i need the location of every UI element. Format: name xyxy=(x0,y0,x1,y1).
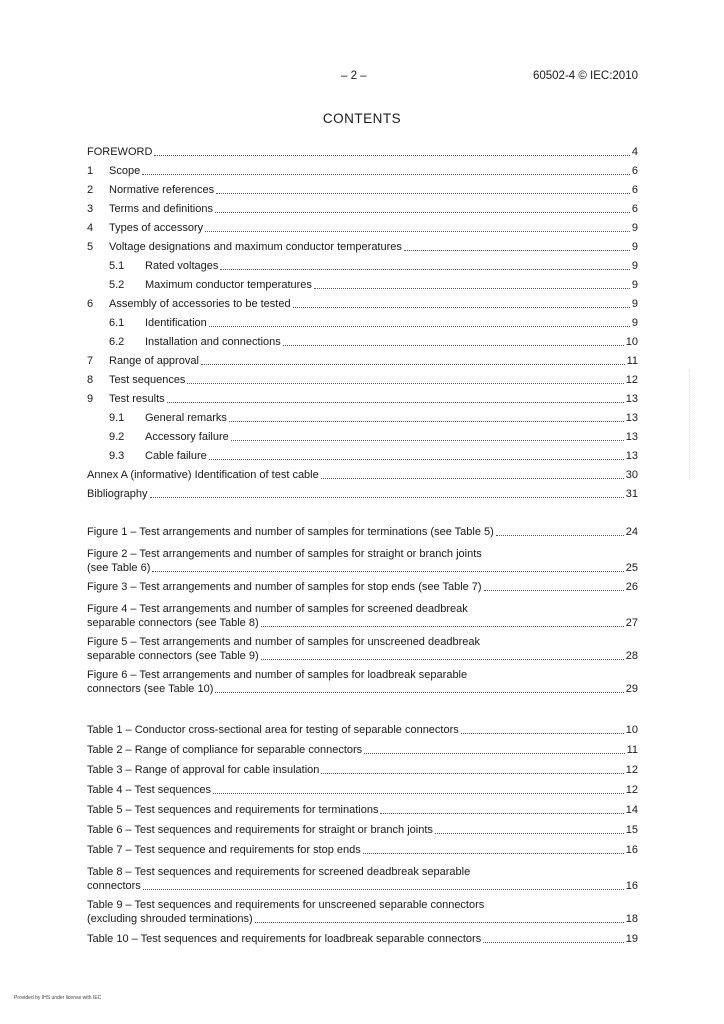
page-ref: 9 xyxy=(631,260,638,272)
section-number: 5.2 xyxy=(109,279,125,291)
page-ref: 6 xyxy=(631,184,638,196)
table-entry-title-cont: (excluding shrouded terminations) xyxy=(87,913,253,925)
dot-leader xyxy=(187,383,623,384)
table-entry[interactable] xyxy=(87,933,638,946)
toc-entry[interactable] xyxy=(87,260,638,273)
dot-leader xyxy=(143,889,624,890)
section-number: 1 xyxy=(87,165,94,177)
section-number: 9.1 xyxy=(109,412,125,424)
dot-leader xyxy=(261,626,624,627)
section-number: 5.1 xyxy=(109,260,125,272)
page-ref: 9 xyxy=(631,279,638,291)
page-ref: 27 xyxy=(625,617,638,629)
dot-leader xyxy=(142,174,630,175)
figure-entry-title: Figure 1 – Test arrangements and number of samples for terminations (see Table 5) xyxy=(87,526,494,538)
page-ref: 12 xyxy=(625,374,638,386)
section-title: Maximum conductor temperatures xyxy=(145,279,312,291)
toc-entry[interactable] xyxy=(87,184,638,197)
section-number: 2 xyxy=(87,184,94,196)
table-entry[interactable] xyxy=(87,824,638,837)
toc-entry[interactable] xyxy=(87,488,638,501)
table-entry-title: Table 6 – Test sequences and requirements for straight or branch joints xyxy=(87,824,433,836)
page-ref: 9 xyxy=(631,241,638,253)
figure-entry-title-cont: separable connectors (see Table 8) xyxy=(87,617,259,629)
section-title: Annex A (informative) Identification of test cable xyxy=(87,469,319,481)
page-ref: 9 xyxy=(631,317,638,329)
section-title: Identification xyxy=(145,317,207,329)
dot-leader xyxy=(216,193,630,194)
section-number: 7 xyxy=(87,355,94,367)
table-entry-title: Table 9 – Test sequences and requirements for unscreened separable connectors xyxy=(87,899,485,911)
section-title: General remarks xyxy=(145,412,227,424)
dot-leader xyxy=(321,478,624,479)
table-entry-title-cont: connectors xyxy=(87,880,141,892)
section-number: 9.2 xyxy=(109,431,125,443)
dot-leader xyxy=(496,535,624,536)
page-ref: 11 xyxy=(626,355,638,367)
table-entry-title: Table 2 – Range of compliance for separable connectors xyxy=(87,744,363,756)
dot-leader xyxy=(483,942,624,943)
section-title: Assembly of accessories to be tested xyxy=(109,298,291,310)
page-ref: 31 xyxy=(625,488,638,500)
section-title: Cable failure xyxy=(145,450,207,462)
section-number: 3 xyxy=(87,203,94,215)
page-ref: 18 xyxy=(625,913,638,925)
table-entry[interactable] xyxy=(87,844,638,857)
toc-entry[interactable] xyxy=(87,393,638,406)
page-ref: 9 xyxy=(631,222,638,234)
toc-entry[interactable] xyxy=(87,279,638,292)
table-entry[interactable] xyxy=(87,764,638,777)
table-entry-title: Table 8 – Test sequences and requirements for screened deadbreak separable xyxy=(87,866,471,878)
section-title: Voltage designations and maximum conductor temperatures xyxy=(109,241,402,253)
table-entry[interactable] xyxy=(87,744,638,757)
section-title: Test sequences xyxy=(109,374,186,386)
section-title: Scope xyxy=(109,165,141,177)
dot-leader xyxy=(201,364,625,365)
section-number: 6.2 xyxy=(109,336,125,348)
dot-leader xyxy=(364,753,624,754)
toc-entry[interactable] xyxy=(87,374,638,387)
dot-leader xyxy=(150,497,624,498)
dot-leader xyxy=(167,402,624,403)
table-entry-title: Table 1 – Conductor cross-sectional area for testing of separable connectors xyxy=(87,724,459,736)
dot-leader xyxy=(229,421,624,422)
section-title: Types of accessory xyxy=(109,222,204,234)
page-ref: 30 xyxy=(625,469,638,481)
page-ref: 16 xyxy=(625,880,638,892)
dot-leader xyxy=(154,155,629,156)
table-entry[interactable] xyxy=(87,898,638,926)
dot-leader xyxy=(293,307,630,308)
page-ref: 13 xyxy=(625,393,638,405)
dot-leader xyxy=(213,793,624,794)
toc-entry[interactable] xyxy=(87,336,638,349)
side-watermark xyxy=(689,370,691,480)
dot-leader xyxy=(255,922,624,923)
figure-entry[interactable] xyxy=(87,526,638,539)
figure-entry[interactable] xyxy=(87,602,638,630)
toc-entry[interactable] xyxy=(87,355,638,368)
dot-leader xyxy=(231,440,624,441)
section-title: Terms and definitions xyxy=(109,203,213,215)
page-ref: 25 xyxy=(625,562,638,574)
page-number: – 2 – xyxy=(341,70,367,82)
figure-entry-title: Figure 2 – Test arrangements and number of samples for straight or branch joints xyxy=(87,548,482,560)
section-title: Accessory failure xyxy=(145,431,229,443)
dot-leader xyxy=(152,571,623,572)
toc-entry[interactable] xyxy=(87,203,638,216)
table-entry[interactable] xyxy=(87,865,638,893)
dot-leader xyxy=(205,231,630,232)
standard-reference: 60502-4 © IEC:2010 xyxy=(532,70,638,82)
page-ref: 11 xyxy=(626,744,638,756)
section-title: Bibliography xyxy=(87,488,148,500)
table-entry[interactable] xyxy=(87,784,638,797)
section-number: 4 xyxy=(87,222,94,234)
section-number: 9 xyxy=(87,393,94,405)
dot-leader xyxy=(484,590,624,591)
toc-entry[interactable] xyxy=(87,317,638,330)
figure-entry-title-cont: (see Table 6) xyxy=(87,562,151,574)
figure-entry[interactable] xyxy=(87,581,638,594)
page-ref: 16 xyxy=(625,844,638,856)
section-number: 5 xyxy=(87,241,94,253)
page-ref: 26 xyxy=(625,581,638,593)
page-ref: 6 xyxy=(631,165,638,177)
page-ref: 29 xyxy=(625,683,638,695)
section-title: Rated voltages xyxy=(145,260,219,272)
dot-leader xyxy=(209,326,630,327)
section-title: Installation and connections xyxy=(145,336,281,348)
dot-leader xyxy=(461,733,624,734)
section-title: Normative references xyxy=(109,184,215,196)
dot-leader xyxy=(283,345,624,346)
section-number: 6.1 xyxy=(109,317,125,329)
toc-entry[interactable] xyxy=(87,431,638,444)
page-ref: 15 xyxy=(625,824,638,836)
toc-entry[interactable] xyxy=(87,241,638,254)
figure-entry[interactable] xyxy=(87,635,638,663)
section-title: FOREWORD xyxy=(87,146,153,158)
table-entry-title: Table 10 – Test sequences and requirements for loadbreak separable connectors xyxy=(87,933,482,945)
section-number: 6 xyxy=(87,298,94,310)
footer-note: Provided by IHS under license with IEC xyxy=(14,995,102,1001)
page-ref: 19 xyxy=(625,933,638,945)
dot-leader xyxy=(215,212,630,213)
section-number: 9.3 xyxy=(109,450,125,462)
table-entry-title: Table 5 – Test sequences and requirements for terminations xyxy=(87,804,379,816)
dot-leader xyxy=(321,773,623,774)
page-ref: 10 xyxy=(625,724,638,736)
figure-entry-title: Figure 6 – Test arrangements and number of samples for loadbreak separable xyxy=(87,669,468,681)
dot-leader xyxy=(215,692,623,693)
dot-leader xyxy=(314,288,630,289)
toc-entry[interactable] xyxy=(87,165,638,178)
dot-leader xyxy=(261,659,624,660)
page-ref: 4 xyxy=(631,146,638,158)
toc-entry[interactable] xyxy=(87,412,638,425)
page-ref: 24 xyxy=(625,526,638,538)
page-ref: 6 xyxy=(631,203,638,215)
figure-entry-title-cont: connectors (see Table 10) xyxy=(87,683,214,695)
page-ref: 9 xyxy=(631,298,638,310)
toc-entry[interactable] xyxy=(87,222,638,235)
page-ref: 13 xyxy=(625,450,638,462)
page-ref: 28 xyxy=(625,650,638,662)
page-ref: 12 xyxy=(625,764,638,776)
figure-entry-title: Figure 4 – Test arrangements and number of samples for screened deadbreak xyxy=(87,603,468,615)
table-entry-title: Table 4 – Test sequences xyxy=(87,784,211,796)
page-ref: 10 xyxy=(625,336,638,348)
section-number: 8 xyxy=(87,374,94,386)
figure-entry-title-cont: separable connectors (see Table 9) xyxy=(87,650,259,662)
page-ref: 14 xyxy=(625,804,638,816)
toc-entry[interactable] xyxy=(87,450,638,463)
page-title: CONTENTS xyxy=(322,111,402,126)
figure-entry[interactable] xyxy=(87,547,638,575)
table-entry-title: Table 3 – Range of approval for cable insulation xyxy=(87,764,320,776)
table-entry[interactable] xyxy=(87,724,638,737)
section-title: Test results xyxy=(109,393,165,405)
dot-leader xyxy=(380,813,623,814)
toc-entry[interactable] xyxy=(87,469,638,482)
section-title: Range of approval xyxy=(109,355,199,367)
dot-leader xyxy=(209,459,624,460)
toc-entry[interactable] xyxy=(87,146,638,159)
figure-entry-title: Figure 3 – Test arrangements and number of samples for stop ends (see Table 7) xyxy=(87,581,482,593)
table-entry-title: Table 7 – Test sequence and requirements for stop ends xyxy=(87,844,361,856)
dot-leader xyxy=(404,250,630,251)
dot-leader xyxy=(435,833,624,834)
dot-leader xyxy=(220,269,629,270)
figure-entry[interactable] xyxy=(87,668,638,696)
page-ref: 13 xyxy=(625,412,638,424)
page-ref: 13 xyxy=(625,431,638,443)
table-entry[interactable] xyxy=(87,804,638,817)
figure-entry-title: Figure 5 – Test arrangements and number of samples for unscreened deadbreak xyxy=(87,636,480,648)
page-ref: 12 xyxy=(625,784,638,796)
dot-leader xyxy=(363,853,624,854)
toc-entry[interactable] xyxy=(87,298,638,311)
